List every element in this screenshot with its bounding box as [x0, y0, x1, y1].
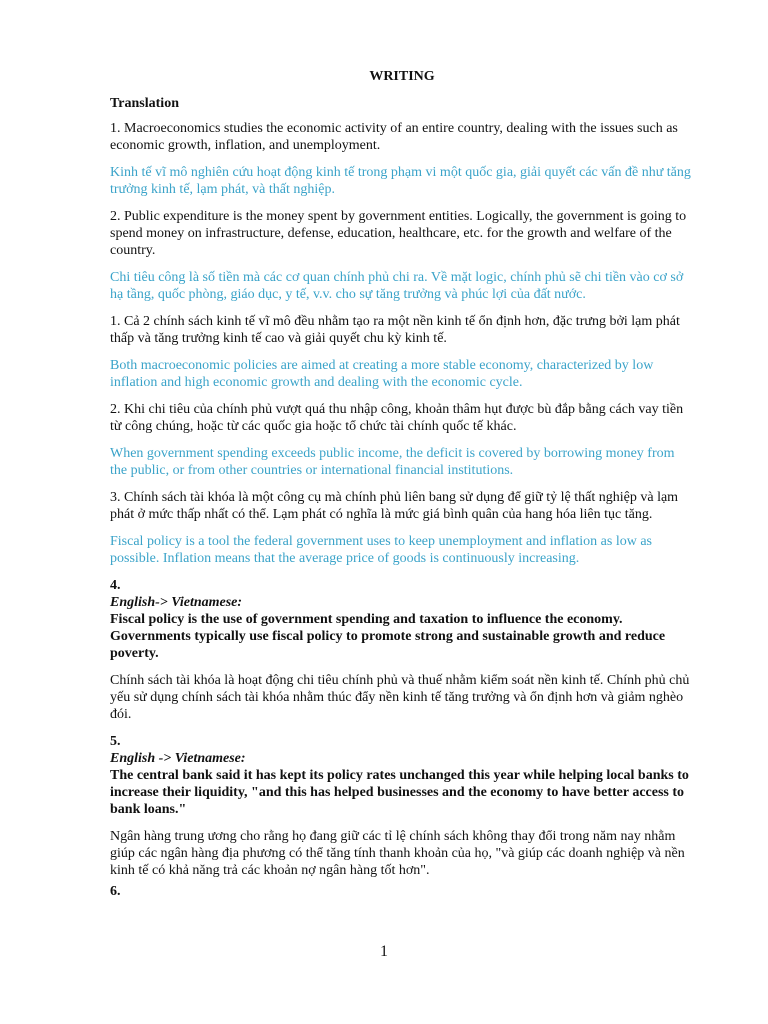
- translation-direction: English-> Vietnamese:: [110, 595, 243, 610]
- item-number: 5.: [110, 734, 121, 749]
- item-number: 4.: [110, 578, 121, 593]
- translation-paragraph: Kinh tế vĩ mô nghiên cứu hoạt động kinh tế trong phạm vi một quốc gia, giải quyết các vấn đề như tăng trưởng kinh tế, lạm phát, và thất nghiệp.: [110, 165, 691, 197]
- document-page: [110, 68, 694, 900]
- page-title: WRITING: [369, 69, 435, 84]
- source-paragraph: 1. Macroeconomics studies the economic activity of an entire country, dealing with the issues such as economic growth, inflation, and unemployment.: [110, 121, 678, 153]
- translation-paragraph: Both macroeconomic policies are aimed at creating a more stable economy, characterized by low inflation and high economic growth and dealing with the economic cycle.: [110, 358, 654, 390]
- source-paragraph: 2. Khi chi tiêu của chính phủ vượt quá thu nhập công, khoản thâm hụt được bù đắp bằng cách vay tiền từ công chúng, hoặc từ các quốc gia hoặc tổ chức tài chính quốc tế khác.: [110, 402, 684, 434]
- source-paragraph: 1. Cả 2 chính sách kinh tế vĩ mô đều nhằm tạo ra một nền kinh tế ổn định hơn, đặc trưng bởi lạm phát thấp và tăng trưởng kinh tế cao và giải quyết chu kỳ kinh tế.: [110, 314, 680, 346]
- translation-paragraph: Ngân hàng trung ương cho rằng họ đang giữ các tỉ lệ chính sách không thay đổi trong năm nay nhằm giúp các ngân hàng địa phương có thể tăng tính thanh khoản của họ, "và giúp các doanh nghiệp và nền kinh tế có khả năng trả các khoản nợ ngân hàng tốt hơn".: [110, 829, 685, 878]
- source-paragraph: The central bank said it has kept its policy rates unchanged this year while helping local banks to increase their liquidity, "and this has helped businesses and the economy to have better access to bank loans.": [110, 768, 689, 817]
- source-paragraph: Fiscal policy is the use of government spending and taxation to influence the economy. Governments typically use fiscal policy to promote strong and sustainable growth and reduce poverty.: [110, 612, 666, 661]
- page-number: 1: [380, 943, 388, 960]
- section-heading: Translation: [110, 96, 179, 111]
- translation-direction: English -> Vietnamese:: [110, 751, 246, 766]
- source-paragraph: 2. Public expenditure is the money spent by government entities. Logically, the government is going to spend money on infrastructure, defense, education, healthcare, etc. for the growth and welfare of the country.: [110, 209, 687, 258]
- translation-paragraph: Chính sách tài khóa là hoạt động chi tiêu chính phủ và thuế nhằm kiểm soát nền kinh tế. Chính phủ chủ yếu sử dụng chính sách tài khóa nhằm thúc đẩy nền kinh tế tăng trưởng và ổn định hơn và giảm nghèo đói.: [110, 673, 690, 722]
- translation-paragraph: Chi tiêu công là số tiền mà các cơ quan chính phủ chi ra. Về mặt logic, chính phủ sẽ chi tiền vào cơ sở hạ tầng, quốc phòng, giáo dục, y tế, v.v. cho sự tăng trưởng và phúc lợi của đất nước.: [110, 270, 684, 302]
- item-number: 6.: [110, 884, 121, 899]
- translation-paragraph: Fiscal policy is a tool the federal government uses to keep unemployment and inflation as low as possible. Inflation means that the average price of goods is continuously increasing.: [110, 534, 652, 566]
- translation-paragraph: When government spending exceeds public income, the deficit is covered by borrowing money from the public, or from other countries or international financial institutions.: [110, 446, 675, 478]
- source-paragraph: 3. Chính sách tài khóa là một công cụ mà chính phủ liên bang sử dụng để giữ tỷ lệ thất nghiệp và lạm phát ở mức thấp nhất có thể. Lạm phát có nghĩa là mức giá bình quân của hang hóa liên tục tăng.: [110, 490, 679, 522]
